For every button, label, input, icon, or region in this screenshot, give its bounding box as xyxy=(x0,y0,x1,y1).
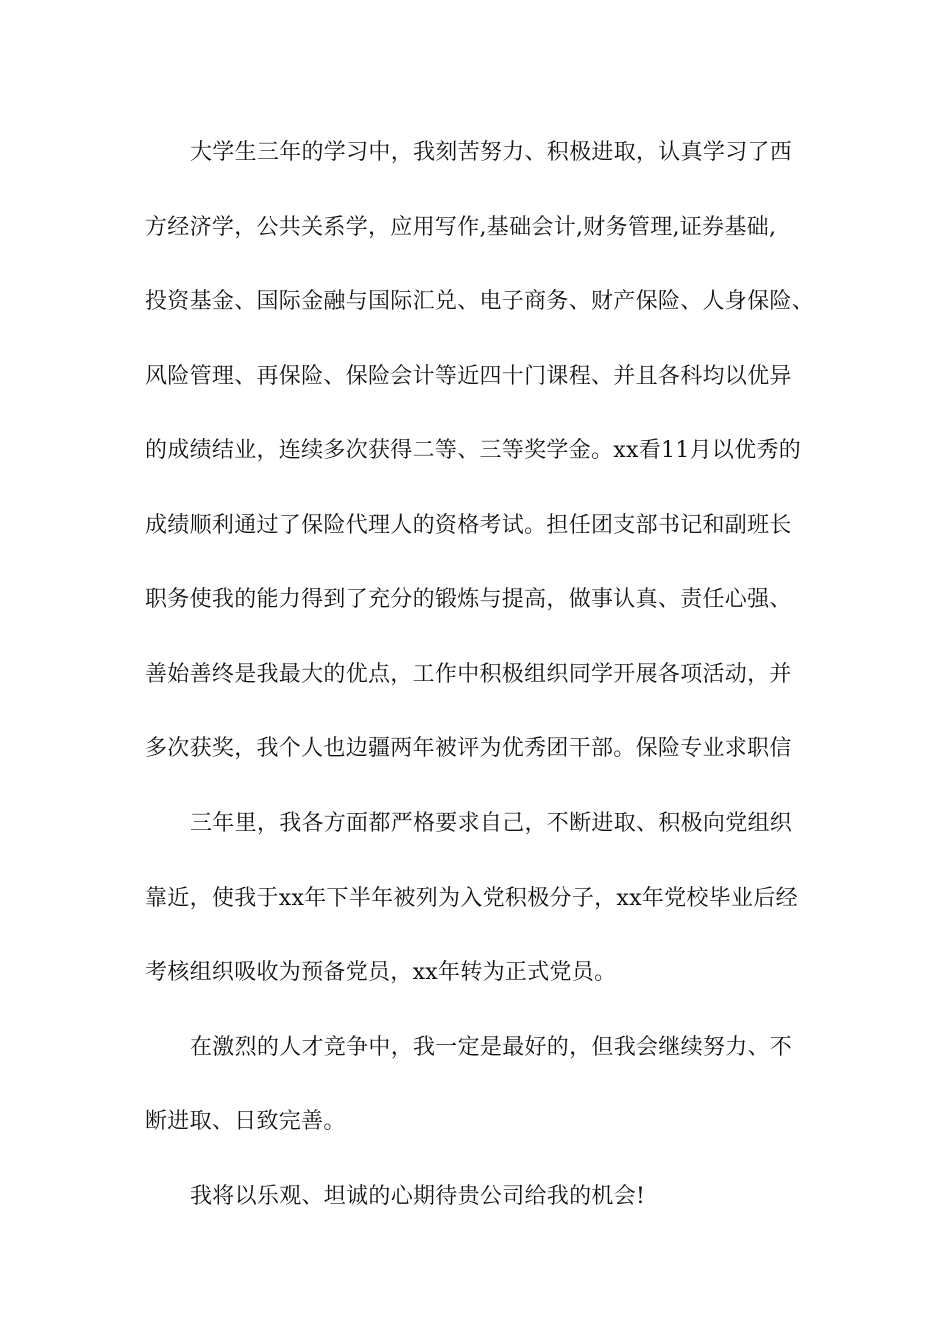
text-line: 风险管理、再保险、保险会计等近四十门课程、并且各科均以优异 xyxy=(145,364,792,389)
text-line: 三年里，我各方面都严格要求自己，不断进取、积极向党组织 xyxy=(190,811,793,836)
text-line: 职务使我的能力得到了充分的锻炼与提高，做事认真、责任心强、 xyxy=(145,587,792,612)
text-line: 大学生三年的学习中，我刻苦努力、积极进取，认真学习了西 xyxy=(190,140,793,165)
text-line: 投资基金、国际金融与国际汇兑、电子商务、财产保险、人身保险、 xyxy=(145,289,815,314)
text-line: 我将以乐观、坦诚的心期待贵公司给我的机会! xyxy=(190,1184,646,1209)
text-line: 考核组织吸收为预备党员，xx年转为正式党员。 xyxy=(145,960,617,985)
text-line: 善始善终是我最大的优点，工作中积极组织同学开展各项活动，并 xyxy=(145,662,792,687)
text-line: 的成绩结业，连续多次获得二等、三等奖学金。xx看11月以优秀的 xyxy=(145,438,802,463)
text-line: 方经济学，公共关系学，应用写作,基础会计,财务管理,证券基础, xyxy=(145,215,777,240)
text-line: 多次获奖，我个人也边疆两年被评为优秀团干部。保险专业求职信 xyxy=(145,736,792,761)
text-line: 成绩顺利通过了保险代理人的资格考试。担任团支部书记和副班长 xyxy=(145,513,792,538)
text-line: 断进取、日致完善。 xyxy=(145,1109,346,1134)
text-line: 在激烈的人才竞争中，我一定是最好的，但我会继续努力、不 xyxy=(190,1035,793,1060)
text-line: 靠近，使我于xx年下半年被列为入党积极分子，xx年党校毕业后经 xyxy=(145,886,798,911)
